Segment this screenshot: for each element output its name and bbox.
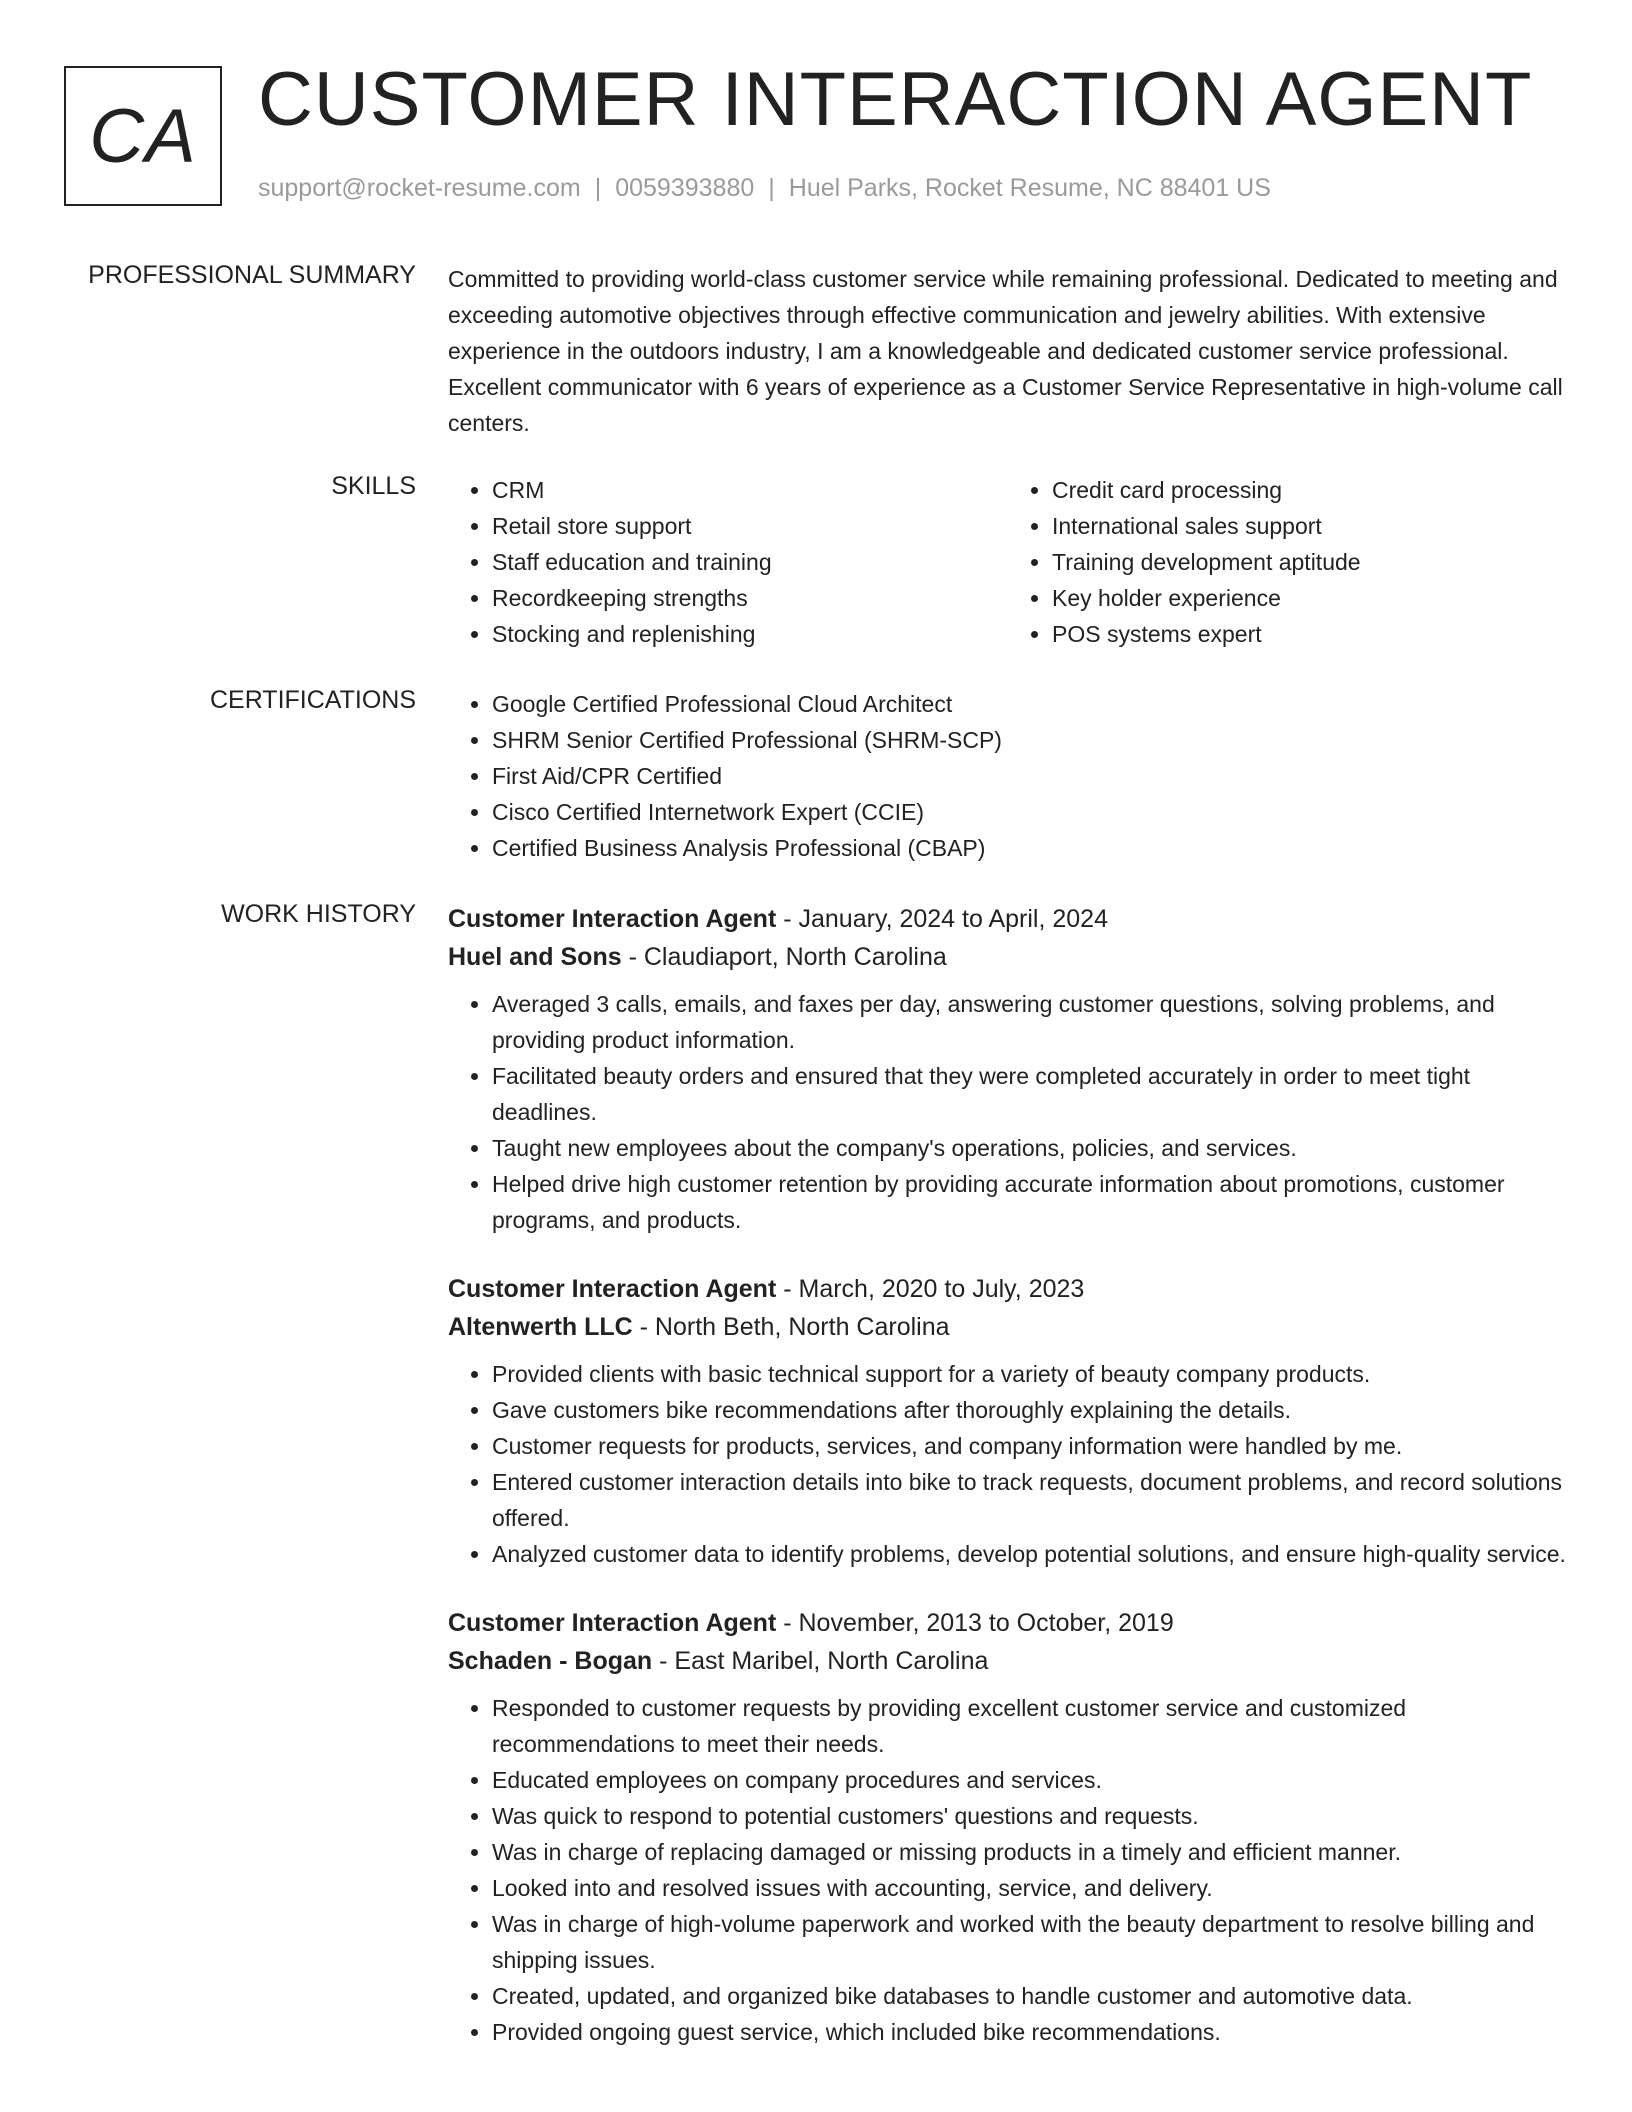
job-entry	[448, 1604, 1568, 2050]
job-bullet: • Entered customer interaction details into bike to track requests, document problems, and record solutions offered.	[492, 1464, 1568, 1536]
job-role-line	[448, 900, 1568, 938]
job-role-line	[448, 1604, 1568, 1642]
skill-item: • Recordkeeping strengths	[492, 580, 1008, 616]
job-bullet: • Provided clients with basic technical support for a variety of beauty company products.	[492, 1356, 1568, 1392]
monogram-box	[64, 66, 222, 206]
skills-list-right	[1008, 472, 1568, 652]
skill-item: • Retail store support	[492, 508, 1008, 544]
job-bullet: • Educated employees on company procedures and services.	[492, 1762, 1568, 1798]
skill-item: • International sales support	[1052, 508, 1568, 544]
job-role-line	[448, 1270, 1568, 1308]
skill-item: • POS systems expert	[1052, 616, 1568, 652]
job-bullet: • Responded to customer requests by providing excellent customer service and customized recommendations to meet their needs.	[492, 1690, 1568, 1762]
job-bullets	[448, 1356, 1568, 1572]
summary-text: Committed to providing world-class customer service while remaining professional. Dedicated to meeting and exceeding automotive objectives through effective communication and jewelry abilities. With extensive experience in the outdoors industry, I am a knowledgeable and dedicated customer service professional. Excellent communicator with 6 years of experience as a Customer Service Representative in high-volume call centers.	[448, 266, 1563, 436]
job-company-line	[448, 938, 1568, 976]
job-location: - East Maribel, North Carolina	[652, 1647, 989, 1675]
certifications-body	[448, 686, 1568, 866]
job-company: Schaden - Bogan	[448, 1647, 653, 1675]
job-bullet: • Looked into and resolved issues with accounting, service, and delivery.	[492, 1870, 1568, 1906]
job-bullet: • Facilitated beauty orders and ensured that they were completed accurately in order to meet tight deadlines.	[492, 1058, 1568, 1130]
contact-phone: 0059393880	[615, 174, 755, 202]
section-label-work-history: WORK HISTORY	[221, 900, 416, 928]
job-location: - North Beth, North Carolina	[632, 1313, 950, 1341]
contact-separator: |	[768, 174, 775, 202]
contact-separator: |	[594, 174, 602, 202]
section-label-skills: SKILLS	[331, 472, 416, 500]
job-role: Customer Interaction Agent	[448, 1609, 777, 1637]
contact-email: support@rocket-resume.com	[258, 174, 581, 202]
job-bullets	[448, 1690, 1568, 2050]
monogram-initials: CA	[89, 93, 197, 179]
job-bullets	[448, 986, 1568, 1238]
job-entry	[448, 900, 1568, 1238]
contact-address: Huel Parks, Rocket Resume, NC 88401 US	[788, 174, 1271, 202]
skills-columns	[448, 472, 1568, 652]
job-bullet: • Averaged 3 calls, emails, and faxes per day, answering customer questions, solving problems, and providing product information.	[492, 986, 1568, 1058]
certification-item: • Google Certified Professional Cloud Architect	[492, 686, 1568, 722]
job-company-line	[448, 1308, 1568, 1346]
job-bullet: • Was in charge of replacing damaged or missing products in a timely and efficient manner.	[492, 1834, 1568, 1870]
skill-item: • Key holder experience	[1052, 580, 1568, 616]
job-bullet: • Gave customers bike recommendations after thoroughly explaining the details.	[492, 1392, 1568, 1428]
job-bullet: • Provided ongoing guest service, which included bike recommendations.	[492, 2014, 1568, 2050]
job-entry	[448, 1270, 1568, 1572]
certification-item: • Certified Business Analysis Professional (CBAP)	[492, 830, 1568, 866]
skill-item: • Credit card processing	[1052, 472, 1568, 508]
job-dates: - January, 2024 to April, 2024	[776, 905, 1108, 933]
job-company: Altenwerth LLC	[448, 1313, 633, 1341]
skill-item: • CRM	[492, 472, 1008, 508]
job-role: Customer Interaction Agent	[448, 905, 777, 933]
job-bullet: • Analyzed customer data to identify problems, develop potential solutions, and ensure high-quality service.	[492, 1536, 1568, 1572]
certification-item: • SHRM Senior Certified Professional (SHRM-SCP)	[492, 722, 1568, 758]
job-bullet: • Created, updated, and organized bike databases to handle customer and automotive data.	[492, 1978, 1568, 2014]
skill-item: • Stocking and replenishing	[492, 616, 1008, 652]
job-dates: - March, 2020 to July, 2023	[776, 1275, 1085, 1303]
skill-item: • Staff education and training	[492, 544, 1008, 580]
job-role: Customer Interaction Agent	[448, 1275, 777, 1303]
job-bullet: • Helped drive high customer retention by providing accurate information about promotions, customer programs, and products.	[492, 1166, 1568, 1238]
certifications-list	[448, 686, 1568, 866]
skills-list-left	[448, 472, 1008, 652]
job-company-line	[448, 1642, 1568, 1680]
job-location: - Claudiaport, North Carolina	[621, 943, 947, 971]
certification-item: • Cisco Certified Internetwork Expert (CCIE)	[492, 794, 1568, 830]
section-label-summary: PROFESSIONAL SUMMARY	[88, 261, 416, 289]
skill-item: • Training development aptitude	[1052, 544, 1568, 580]
work-history-body	[448, 900, 1568, 2050]
job-bullet: • Taught new employees about the company's operations, policies, and services.	[492, 1130, 1568, 1166]
resume-title: CUSTOMER INTERACTION AGENT	[258, 57, 1533, 142]
job-company: Huel and Sons	[448, 943, 622, 971]
job-bullet: • Was in charge of high-volume paperwork and worked with the beauty department to resolve billing and shipping issues.	[492, 1906, 1568, 1978]
certification-item: • First Aid/CPR Certified	[492, 758, 1568, 794]
job-bullet: • Customer requests for products, services, and company information were handled by me.	[492, 1428, 1568, 1464]
section-label-certifications: CERTIFICATIONS	[209, 686, 416, 714]
job-dates: - November, 2013 to October, 2019	[776, 1609, 1174, 1637]
contact-line	[258, 174, 1271, 203]
job-bullet: • Was quick to respond to potential customers' questions and requests.	[492, 1798, 1568, 1834]
